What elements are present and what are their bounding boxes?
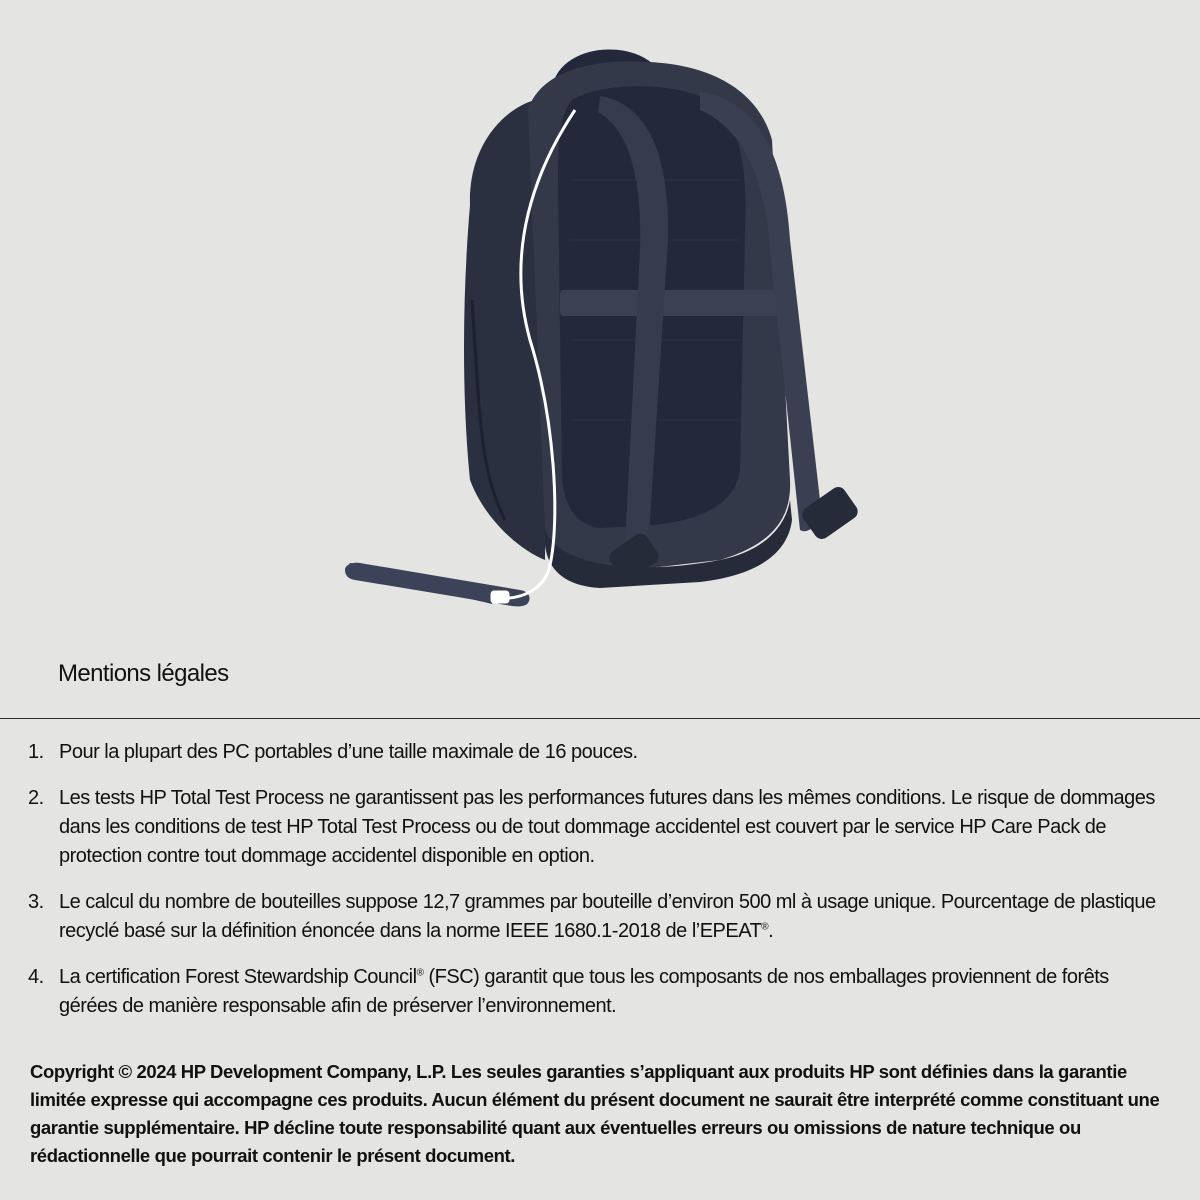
legal-note-number: 2.: [28, 787, 44, 809]
registered-mark: ®: [416, 967, 424, 979]
legal-note-number: 1.: [28, 741, 44, 763]
section-title: Mentions légales: [58, 660, 229, 687]
registered-mark: ®: [761, 921, 769, 933]
legal-note-number: 3.: [28, 891, 44, 913]
legal-note-number: 4.: [28, 966, 44, 988]
legal-note-text: Le calcul du nombre de bouteilles suppose 12,7 grammes par bouteille d’environ 500 ml à usage unique. Pourcentage de plastique recyclé basé sur la définition énoncée dans la norme IEEE 1680.1-2018 de l’EPEAT®.: [59, 891, 1156, 942]
legal-note: [28, 963, 1168, 1021]
legal-notes-list: [28, 738, 1168, 1038]
divider: [0, 718, 1200, 719]
legal-note: [28, 784, 1168, 871]
legal-note-text: La certification Forest Stewardship Council® (FSC) garantit que tous les composants de nos emballages proviennent de forêts gérées de manière responsable afin de préserver l’environnement.: [59, 966, 1109, 1017]
copyright-notice: Copyright © 2024 HP Development Company, L.P. Les seules garanties s’appliquant aux produits HP sont définies dans la garantie limitée expresse qui accompagne ces produits. Aucun élément du présent document ne saurait être interprété comme constituant une garantie supplémentaire. HP décline toute responsabilité quant aux éventuelles erreurs ou omissions de nature technique ou rédactionnelle que pourrait contenir le présent document.: [30, 1061, 1160, 1166]
legal-note: [28, 888, 1168, 946]
legal-note-text: Pour la plupart des PC portables d’une taille maximale de 16 pouces.: [59, 741, 638, 763]
backpack-illustration: [464, 57, 861, 588]
legal-note: [28, 738, 1168, 767]
legal-note-text: Les tests HP Total Test Process ne garantissent pas les performances futures dans les mêmes conditions. Le risque de dommages dans les conditions de test HP Total Test Process ou de tout dommage accidentel est couvert par le service HP Care Pack de protection contre tout dommage accidentel disponible en option.: [59, 787, 1155, 867]
